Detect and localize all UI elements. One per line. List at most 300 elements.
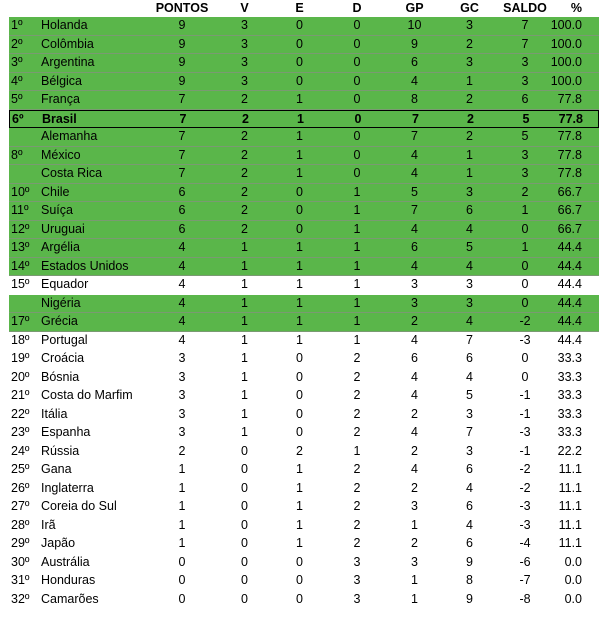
points-cell: 0 (178, 573, 186, 587)
percent-cell: 22.2 (557, 443, 582, 458)
losses-cell: 2 (353, 517, 361, 532)
losses-cell: 1 (353, 240, 361, 254)
rank-cell: 6º (12, 111, 24, 126)
percent-cell: 44.4 (557, 295, 582, 310)
rank-cell: 10º (11, 184, 30, 199)
goals-for-cell: 3 (411, 499, 418, 513)
team-cell: Portugal (41, 332, 88, 347)
goals-against-cell: 5 (466, 240, 473, 254)
percent-cell: 0.0 (564, 554, 582, 569)
goal-diff-cell: -4 (519, 536, 531, 550)
table-row (9, 313, 599, 332)
goals-for-cell: 1 (411, 591, 418, 606)
team-cell: Holanda (41, 18, 88, 32)
draws-cell: 1 (296, 166, 303, 180)
draws-cell: 1 (296, 536, 303, 550)
table-row (9, 498, 599, 517)
table-row (9, 165, 599, 184)
team-cell: Coreia do Sul (41, 499, 117, 513)
header-goal-diff: SALDO (503, 1, 547, 15)
losses-cell: 1 (353, 295, 361, 310)
losses-cell: 1 (353, 277, 361, 291)
rank-cell: 32º (11, 591, 30, 606)
goals-against-cell: 4 (466, 369, 473, 384)
wins-cell: 1 (241, 406, 248, 421)
goals-for-cell: 7 (412, 111, 419, 126)
wins-cell: 0 (241, 573, 248, 587)
draws-cell: 1 (296, 517, 303, 532)
table-row (9, 535, 599, 554)
draws-cell: 1 (296, 332, 303, 347)
goal-diff-cell: 5 (521, 129, 529, 143)
goals-against-cell: 3 (466, 277, 473, 291)
goals-against-cell: 3 (466, 295, 473, 310)
draws-cell: 1 (296, 258, 303, 273)
table-body (9, 17, 599, 609)
rank-cell: 17º (11, 314, 30, 328)
percent-cell: 33.3 (557, 425, 582, 439)
draws-cell: 1 (296, 314, 303, 328)
goals-for-cell: 4 (411, 258, 418, 273)
percent-cell: 100.0 (550, 55, 582, 69)
wins-cell: 0 (241, 462, 248, 476)
points-cell: 3 (178, 406, 186, 421)
wins-cell: 2 (241, 92, 248, 106)
goals-against-cell: 8 (466, 573, 473, 587)
goals-against-cell: 2 (466, 129, 473, 143)
rank-cell: 31º (11, 573, 30, 587)
percent-cell: 100.0 (550, 18, 582, 32)
losses-cell: 0 (353, 129, 361, 143)
goal-diff-cell: 0 (521, 369, 529, 384)
goals-for-cell: 3 (411, 554, 418, 569)
points-cell: 7 (178, 129, 186, 143)
percent-cell: 77.8 (558, 111, 583, 126)
goals-against-cell: 4 (466, 258, 473, 273)
percent-cell: 77.8 (557, 129, 582, 143)
goals-against-cell: 7 (466, 332, 473, 347)
rank-cell: 11º (11, 203, 29, 217)
wins-cell: 2 (241, 203, 248, 217)
losses-cell: 1 (353, 184, 361, 199)
goals-for-cell: 5 (411, 184, 418, 199)
wins-cell: 1 (241, 425, 248, 439)
goals-against-cell: 6 (466, 499, 473, 513)
draws-cell: 2 (296, 443, 303, 458)
percent-cell: 11.1 (558, 462, 582, 476)
wins-cell: 1 (241, 351, 248, 365)
team-cell: Chile (41, 184, 70, 199)
table-row (9, 184, 599, 203)
team-cell: Inglaterra (41, 480, 94, 495)
goals-for-cell: 6 (411, 351, 418, 365)
table-row (9, 424, 599, 443)
wins-cell: 1 (241, 258, 248, 273)
team-cell: Nigéria (41, 295, 81, 310)
team-cell: Espanha (41, 425, 91, 439)
losses-cell: 2 (353, 425, 361, 439)
rank-cell: 28º (11, 517, 30, 532)
points-cell: 4 (178, 277, 186, 291)
losses-cell: 1 (353, 258, 361, 273)
points-cell: 6 (178, 203, 186, 217)
team-cell: Rússia (41, 443, 80, 458)
goal-diff-cell: -2 (519, 480, 531, 495)
goal-diff-cell: -3 (519, 332, 531, 347)
goals-against-cell: 9 (466, 591, 473, 606)
goal-diff-cell: 7 (521, 18, 529, 32)
rank-cell: 24º (11, 443, 30, 458)
goal-diff-cell: -3 (519, 499, 531, 513)
team-cell: Colômbia (41, 36, 94, 51)
goal-diff-cell: -2 (519, 462, 531, 476)
header-goals-for: GP (405, 1, 424, 15)
goals-for-cell: 6 (411, 55, 418, 69)
percent-cell: 44.4 (557, 258, 582, 273)
losses-cell: 1 (353, 314, 361, 328)
goals-for-cell: 4 (411, 147, 418, 162)
points-cell: 1 (178, 462, 186, 476)
draws-cell: 1 (296, 295, 303, 310)
team-cell: Argentina (41, 55, 95, 69)
table-row (9, 73, 599, 92)
percent-cell: 11.1 (558, 499, 582, 513)
wins-cell: 1 (241, 240, 248, 254)
percent-cell: 100.0 (550, 73, 582, 88)
goal-diff-cell: -8 (519, 591, 531, 606)
table-row (9, 128, 599, 147)
goal-diff-cell: 7 (521, 36, 529, 51)
header-draws: E (295, 1, 304, 15)
table-row (9, 443, 599, 462)
goal-diff-cell: 0 (521, 295, 529, 310)
draws-cell: 0 (296, 36, 303, 51)
wins-cell: 1 (241, 332, 248, 347)
points-cell: 1 (178, 480, 186, 495)
team-cell: Alemanha (41, 129, 98, 143)
table-row (9, 202, 599, 221)
table-row (9, 332, 599, 351)
draws-cell: 0 (296, 406, 303, 421)
wins-cell: 0 (241, 536, 248, 550)
points-cell: 4 (178, 332, 186, 347)
goals-against-cell: 3 (466, 18, 473, 32)
draws-cell: 0 (296, 554, 303, 569)
table-row (9, 239, 599, 258)
goals-against-cell: 2 (466, 92, 473, 106)
goal-diff-cell: 0 (521, 258, 529, 273)
losses-cell: 0 (353, 36, 361, 51)
percent-cell: 44.4 (557, 314, 582, 328)
team-cell: Gana (41, 462, 72, 476)
rank-cell: 25º (11, 462, 30, 476)
goals-for-cell: 4 (411, 332, 418, 347)
goal-diff-cell: 3 (521, 55, 529, 69)
table-row (9, 54, 599, 73)
rank-cell: 13º (11, 240, 30, 254)
goals-against-cell: 5 (466, 388, 473, 402)
goals-against-cell: 6 (466, 462, 473, 476)
goals-for-cell: 4 (411, 425, 418, 439)
rank-cell: 23º (11, 425, 30, 439)
losses-cell: 2 (353, 536, 361, 550)
table-row (9, 36, 599, 55)
table-row (9, 147, 599, 166)
percent-cell: 44.4 (557, 240, 582, 254)
wins-cell: 0 (241, 443, 248, 458)
goals-against-cell: 3 (466, 184, 473, 199)
team-cell: Irã (41, 517, 56, 532)
rank-cell: 12º (11, 221, 30, 236)
draws-cell: 1 (296, 129, 303, 143)
losses-cell: 0 (353, 18, 361, 32)
goal-diff-cell: -3 (519, 425, 531, 439)
goals-for-cell: 4 (411, 369, 418, 384)
goals-against-cell: 3 (466, 406, 473, 421)
points-cell: 2 (178, 443, 186, 458)
points-cell: 7 (178, 166, 186, 180)
percent-cell: 100.0 (550, 36, 582, 51)
percent-cell: 66.7 (557, 221, 582, 236)
goals-for-cell: 6 (411, 240, 418, 254)
team-cell: Costa do Marfim (41, 388, 133, 402)
wins-cell: 3 (241, 36, 248, 51)
goals-against-cell: 9 (466, 554, 473, 569)
goals-against-cell: 2 (466, 36, 473, 51)
rank-cell: 18º (11, 332, 30, 347)
team-cell: Uruguai (41, 221, 85, 236)
team-cell: Japão (41, 536, 76, 550)
team-cell: Estados Unidos (41, 258, 129, 273)
goals-for-cell: 9 (411, 36, 418, 51)
table-row (9, 554, 599, 573)
goals-for-cell: 4 (411, 221, 418, 236)
points-cell: 0 (178, 591, 186, 606)
rank-cell: 22º (11, 406, 30, 421)
draws-cell: 0 (296, 203, 303, 217)
losses-cell: 0 (353, 55, 361, 69)
team-cell: Costa Rica (41, 166, 103, 180)
goals-against-cell: 2 (467, 111, 474, 126)
team-cell: Bélgica (41, 73, 82, 88)
header-percent: % (570, 1, 582, 15)
table-row (9, 221, 599, 240)
wins-cell: 1 (241, 295, 248, 310)
points-cell: 4 (178, 240, 186, 254)
points-cell: 9 (178, 36, 186, 51)
draws-cell: 1 (296, 499, 303, 513)
rank-cell: 5º (11, 92, 23, 106)
header-losses: D (352, 1, 362, 15)
draws-cell: 0 (296, 369, 303, 384)
percent-cell: 11.1 (558, 536, 582, 550)
table-row (9, 369, 599, 388)
points-cell: 6 (178, 184, 186, 199)
rank-cell: 21º (11, 388, 30, 402)
losses-cell: 2 (353, 388, 361, 402)
goals-for-cell: 3 (411, 295, 418, 310)
rank-cell: 1º (11, 18, 23, 32)
table-row (9, 406, 599, 425)
team-cell: Suíça (41, 203, 73, 217)
losses-cell: 0 (353, 92, 361, 106)
losses-cell: 2 (353, 499, 361, 513)
percent-cell: 11.1 (558, 480, 582, 495)
goals-for-cell: 7 (411, 203, 418, 217)
draws-cell: 0 (296, 73, 303, 88)
losses-cell: 0 (353, 166, 361, 180)
draws-cell: 1 (296, 277, 303, 291)
goals-for-cell: 1 (411, 517, 418, 532)
header-points: PONTOS (155, 1, 209, 15)
draws-cell: 0 (296, 184, 303, 199)
losses-cell: 2 (353, 406, 361, 421)
losses-cell: 1 (353, 332, 361, 347)
percent-cell: 44.4 (557, 332, 582, 347)
wins-cell: 2 (241, 147, 248, 162)
goal-diff-cell: -1 (519, 388, 531, 402)
goals-against-cell: 1 (466, 166, 473, 180)
rank-cell: 4º (11, 73, 23, 88)
losses-cell: 3 (353, 554, 361, 569)
points-cell: 3 (178, 369, 186, 384)
wins-cell: 1 (241, 314, 248, 328)
goals-against-cell: 1 (466, 147, 473, 162)
header-wins: V (240, 1, 249, 15)
goals-for-cell: 2 (411, 314, 418, 328)
team-cell: Honduras (41, 573, 96, 587)
points-cell: 9 (178, 73, 186, 88)
goals-against-cell: 4 (466, 480, 473, 495)
goals-for-cell: 4 (411, 388, 418, 402)
header-team (41, 0, 147, 17)
percent-cell: 66.7 (557, 184, 582, 199)
percent-cell: 66.7 (557, 203, 582, 217)
table-row (9, 387, 599, 406)
losses-cell: 1 (353, 221, 361, 236)
wins-cell: 1 (241, 369, 248, 384)
wins-cell: 2 (242, 111, 249, 126)
table-row (9, 572, 599, 591)
draws-cell: 0 (296, 591, 303, 606)
draws-cell: 1 (296, 480, 303, 495)
percent-cell: 44.4 (557, 277, 582, 291)
table-row (9, 295, 599, 314)
losses-cell: 0 (354, 111, 362, 126)
team-cell: Equador (41, 277, 89, 291)
table-row (9, 591, 599, 610)
rank-cell (11, 165, 39, 183)
goal-diff-cell: 3 (521, 147, 529, 162)
team-cell: Bósnia (41, 369, 80, 384)
goals-for-cell: 3 (411, 277, 418, 291)
team-cell: Itália (41, 406, 68, 421)
goals-against-cell: 6 (466, 351, 473, 365)
losses-cell: 1 (353, 203, 361, 217)
losses-cell: 2 (353, 369, 361, 384)
rank-cell: 2º (11, 36, 23, 51)
header-rank (11, 0, 39, 17)
percent-cell: 0.0 (564, 573, 582, 587)
table-row (9, 110, 599, 129)
points-cell: 4 (178, 295, 186, 310)
goal-diff-cell: 3 (521, 73, 529, 88)
points-cell: 1 (178, 536, 186, 550)
goals-against-cell: 6 (466, 203, 473, 217)
table-row (9, 91, 599, 110)
percent-cell: 0.0 (564, 591, 582, 606)
percent-cell: 33.3 (557, 351, 582, 365)
goal-diff-cell: -1 (519, 406, 531, 421)
goals-against-cell: 1 (466, 73, 473, 88)
points-cell: 9 (178, 55, 186, 69)
draws-cell: 0 (296, 18, 303, 32)
losses-cell: 0 (353, 147, 361, 162)
losses-cell: 2 (353, 462, 361, 476)
rank-cell: 20º (11, 369, 30, 384)
wins-cell: 0 (241, 591, 248, 606)
points-cell: 6 (178, 221, 186, 236)
goal-diff-cell: -3 (519, 517, 531, 532)
wins-cell: 0 (241, 480, 248, 495)
rank-cell: 8º (11, 147, 23, 162)
goals-against-cell: 3 (466, 443, 473, 458)
wins-cell: 2 (241, 221, 248, 236)
wins-cell: 3 (241, 18, 248, 32)
percent-cell: 33.3 (557, 406, 582, 421)
points-cell: 3 (178, 351, 186, 365)
team-cell: Argélia (41, 240, 80, 254)
goals-against-cell: 4 (466, 221, 473, 236)
goals-for-cell: 2 (411, 536, 418, 550)
goal-diff-cell: -7 (519, 573, 531, 587)
goal-diff-cell: -6 (519, 554, 531, 569)
wins-cell: 2 (241, 129, 248, 143)
points-cell: 3 (178, 425, 186, 439)
goals-against-cell: 4 (466, 314, 473, 328)
goal-diff-cell: 0 (521, 277, 529, 291)
goal-diff-cell: -1 (519, 443, 531, 458)
rank-cell: 27º (11, 499, 30, 513)
team-cell: Grécia (41, 314, 78, 328)
wins-cell: 1 (241, 277, 248, 291)
goals-against-cell: 4 (466, 517, 473, 532)
team-cell: França (41, 92, 80, 106)
goals-for-cell: 1 (411, 573, 418, 587)
table-row (9, 480, 599, 499)
rank-cell: 29º (11, 536, 30, 550)
percent-cell: 33.3 (557, 388, 582, 402)
draws-cell: 0 (296, 351, 303, 365)
rank-cell: 3º (11, 55, 23, 69)
points-cell: 4 (178, 314, 186, 328)
table-row (9, 276, 599, 295)
losses-cell: 2 (353, 480, 361, 495)
goals-for-cell: 4 (411, 73, 418, 88)
goals-for-cell: 4 (411, 462, 418, 476)
losses-cell: 1 (353, 443, 361, 458)
goals-against-cell: 3 (466, 55, 473, 69)
draws-cell: 1 (297, 111, 304, 126)
percent-cell: 33.3 (557, 369, 582, 384)
points-cell: 7 (178, 92, 186, 106)
goals-for-cell: 2 (411, 443, 418, 458)
table-row (9, 350, 599, 369)
goal-diff-cell: 6 (521, 92, 529, 106)
rank-cell: 19º (11, 351, 30, 365)
wins-cell: 3 (241, 73, 248, 88)
percent-cell: 77.8 (557, 166, 582, 180)
